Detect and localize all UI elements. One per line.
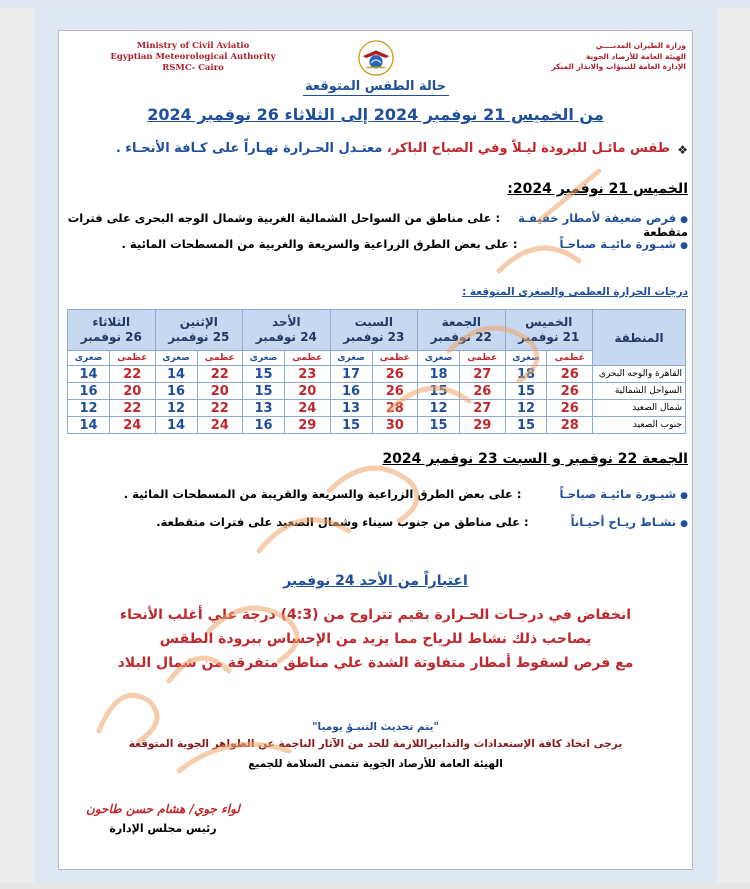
min-temp: 13: [330, 400, 372, 417]
min-temp: 15: [418, 417, 460, 434]
day-date: 21 نوفمبر: [518, 330, 580, 344]
max-temp: 22: [197, 400, 243, 417]
min-temp: 16: [330, 383, 372, 400]
max-temp: 28: [547, 417, 593, 434]
region-name: القاهرة والوجه البحري: [593, 366, 686, 383]
max-temp: 26: [547, 400, 593, 417]
day-name: الأحد: [271, 315, 301, 329]
header-ar-department: الإدارة العامة للتنبؤات والانذار المبكر: [551, 62, 686, 71]
max-temp: 27: [460, 400, 506, 417]
region-name: جنوب الصعيد: [593, 417, 686, 434]
header-en-authority: Egyptian Meteorological Authority: [110, 52, 276, 62]
day1-item-fog-text: على بعض الطرق الزراعية والسريعة والغربية من المسطحات المائية .: [121, 237, 509, 251]
temperature-table: [67, 309, 686, 434]
authority-logo-icon: [357, 39, 395, 77]
day1-heading: الخميس 21 نوفمبر 2024:: [507, 181, 688, 197]
header-en-ministry: Ministry of Civil Aviatio: [136, 41, 250, 51]
region-name: شمال الصعيد: [593, 400, 686, 417]
date-range: من الخميس 21 نوفمبر 2024 إلى الثلاثاء 26 نوفمبر 2024: [147, 105, 604, 124]
bullet-dot-icon: ●: [680, 215, 688, 225]
day-header: [155, 310, 242, 351]
max-temp: 29: [285, 417, 331, 434]
min-temp: 18: [505, 366, 547, 383]
min-temp: 15: [418, 383, 460, 400]
max-temp: 20: [285, 383, 331, 400]
min-header: صغرى: [68, 351, 110, 366]
advice-line: يرجى اتخاذ كافة الإستعدادات والتدابيراللازمة للحد من الآثار الناجمة عن الظواهر الجوية المتوقعة: [128, 738, 623, 750]
day-date: 22 نوفمبر: [430, 330, 492, 344]
table-row: [68, 400, 686, 417]
min-temp: 16: [155, 383, 197, 400]
min-temp: 12: [155, 400, 197, 417]
day-header: [243, 310, 330, 351]
min-temp: 17: [330, 366, 372, 383]
day-name: الإثنين: [179, 315, 218, 329]
min-temp: 15: [505, 417, 547, 434]
max-temp: 24: [110, 417, 156, 434]
day2-item-wind-text: على مناطق من جنوب سيناء وشمال الصعيد على فترات متقطعة.: [156, 515, 520, 529]
max-temp: 20: [110, 383, 156, 400]
weather-summary: [70, 141, 670, 156]
day1-item-rain-label: فرص ضعيفة لأمطار خفيفـة: [518, 211, 677, 225]
min-header: صغرى: [505, 351, 547, 366]
day-date: 23 نوفمبر: [343, 330, 405, 344]
day-header: [330, 310, 417, 351]
header-en-center: RSMC- Cairo: [162, 63, 224, 73]
summary-part2: معتـدل الحـرارة نهـاراً على كـافة الأنحـاء .: [115, 141, 383, 156]
max-temp: 26: [372, 383, 418, 400]
bullet-dot-icon: ●: [680, 491, 688, 501]
min-header: صغرى: [330, 351, 372, 366]
day2-item-fog-label: شبـورة مائيـة صباحـاً: [559, 487, 677, 501]
max-temp: 23: [285, 366, 331, 383]
min-temp: 15: [243, 383, 285, 400]
max-temp: 24: [285, 400, 331, 417]
max-temp: 20: [197, 383, 243, 400]
day-name: السبت: [354, 315, 393, 329]
min-header: صغرى: [418, 351, 460, 366]
min-temp: 14: [68, 366, 110, 383]
max-temp: 26: [547, 383, 593, 400]
bullet-dot-icon: ●: [680, 241, 688, 251]
region-name: السواحل الشمالية: [593, 383, 686, 400]
max-header: عظمى: [547, 351, 593, 366]
max-temp: 22: [110, 400, 156, 417]
max-temp: 22: [197, 366, 243, 383]
max-header: عظمى: [285, 351, 331, 366]
max-temp: 28: [372, 400, 418, 417]
min-temp: 14: [155, 417, 197, 434]
max-header: عظمى: [110, 351, 156, 366]
page-background: [34, 8, 717, 886]
day-date: 25 نوفمبر: [168, 330, 230, 344]
day2-item-wind-label: نشـاط ريـاح أحيـاناً: [570, 515, 677, 529]
wind-activity-line: يصاحب ذلك نشاط للرياح مما يزيد من الإحساس ببرودة الطقس: [159, 631, 592, 647]
diamond-bullet-icon: ❖: [677, 143, 688, 157]
max-header: عظمى: [372, 351, 418, 366]
signature-name: لواء جوي/ هشام حسن طاحون: [86, 802, 240, 816]
min-header: صغرى: [243, 351, 285, 366]
table-row: [68, 366, 686, 383]
from-sunday-heading: اعتباراً من الأحد 24 نوفمبر: [283, 573, 468, 589]
min-temp: 14: [68, 417, 110, 434]
min-temp: 16: [68, 383, 110, 400]
summary-part1: طقس مائـل للبرودة ليـلاً وفي الصباح الباكر،: [382, 141, 670, 156]
header-ar-ministry: وزارة الطيران المدنــــي: [595, 41, 686, 50]
day-date: 26 نوفمبر: [80, 330, 142, 344]
region-column-header: المنطقة: [593, 310, 686, 366]
max-temp: 22: [110, 366, 156, 383]
day-date: 24 نوفمبر: [255, 330, 317, 344]
max-temp: 26: [547, 366, 593, 383]
table-row: [68, 417, 686, 434]
min-temp: 15: [505, 383, 547, 400]
day-header: [418, 310, 505, 351]
min-temp: 14: [155, 366, 197, 383]
max-temp: 29: [460, 417, 506, 434]
forecast-title: حالة الطقس المتوقعة: [304, 79, 447, 94]
table-row: [68, 383, 686, 400]
temperature-drop-line: انخفاض في درجـات الحـرارة بقيم تتراوح من (4:3) درجة علي أغلب الأنحاء: [119, 607, 632, 623]
signature-role: رئيس مجلس الإدارة: [109, 822, 217, 835]
day-name: الثلاثاء: [92, 315, 131, 329]
day-name: الخميس: [525, 315, 573, 329]
min-temp: 18: [418, 366, 460, 383]
min-temp: 12: [505, 400, 547, 417]
day1-item-fog-label: شبـورة مائيـة صباحـاً: [559, 237, 677, 251]
bottom-bar: [0, 883, 750, 889]
day-name: الجمعة: [441, 315, 481, 329]
day1-item-rain: ● فرص ضعيفة لأمطار خفيفـة : على مناطق من السواحل الشمالية الغربية وشمال الوجه البحرى على فترات متقطعة: [67, 211, 688, 239]
day-header: [505, 310, 592, 351]
max-temp: 24: [197, 417, 243, 434]
min-temp: 15: [243, 366, 285, 383]
min-temp: 13: [243, 400, 285, 417]
min-temp: 12: [68, 400, 110, 417]
min-temp: 15: [330, 417, 372, 434]
day2-item-fog-text: على بعض الطرق الزراعية والسريعة والقريبة من المسطحات المائية .: [123, 487, 513, 501]
update-note: "يتم تحديث التنبـؤ يوميا": [312, 721, 439, 733]
day2-heading: الجمعة 22 نوفمبر و السبت 23 نوفمبر 2024: [382, 451, 688, 467]
table-header-row: [68, 310, 686, 351]
rain-chance-line: مع فرص لسقوط أمطار متفاوتة الشدة علي مناطق متفرقة من شمال البلاد: [117, 655, 634, 671]
max-temp: 30: [372, 417, 418, 434]
title-underline: [303, 95, 449, 96]
header-english: [103, 41, 283, 74]
max-header: عظمى: [460, 351, 506, 366]
temperatures-caption: درجات الحرارة العظمى والصغرى المتوقعة :: [462, 286, 688, 298]
forecast-document: [58, 30, 693, 870]
day2-item-wind: ● نشـاط ريـاح أحيـاناً : على مناطق من جنوب سيناء وشمال الصعيد على فترات متقطعة.: [156, 515, 688, 529]
max-header: عظمى: [197, 351, 243, 366]
min-temp: 12: [418, 400, 460, 417]
day-header: [68, 310, 156, 351]
top-bar: [0, 0, 750, 8]
max-temp: 26: [372, 366, 418, 383]
day1-item-rain-text: على مناطق من السواحل الشمالية الغربية وشمال الوجه البحرى على فترات متقطعة: [67, 211, 688, 239]
max-temp: 26: [460, 383, 506, 400]
header-ar-authority: الهيئة العامة للأرصاد الجوية: [585, 51, 686, 61]
wishes-line: الهيئة العامة للأرصاد الجوية تتمنى السلامة للجميع: [248, 758, 503, 770]
min-header: صغرى: [155, 351, 197, 366]
header-arabic: [476, 41, 686, 73]
bullet-dot-icon: ●: [680, 519, 688, 529]
min-temp: 16: [243, 417, 285, 434]
max-temp: 27: [460, 366, 506, 383]
day1-item-fog: ● شبـورة مائيـة صباحـاً : على بعض الطرق الزراعية والسريعة والغربية من المسطحات المائية .: [121, 237, 688, 251]
day2-item-fog: ● شبـورة مائيـة صباحـاً : على بعض الطرق الزراعية والسريعة والقريبة من المسطحات المائية .: [123, 487, 688, 501]
